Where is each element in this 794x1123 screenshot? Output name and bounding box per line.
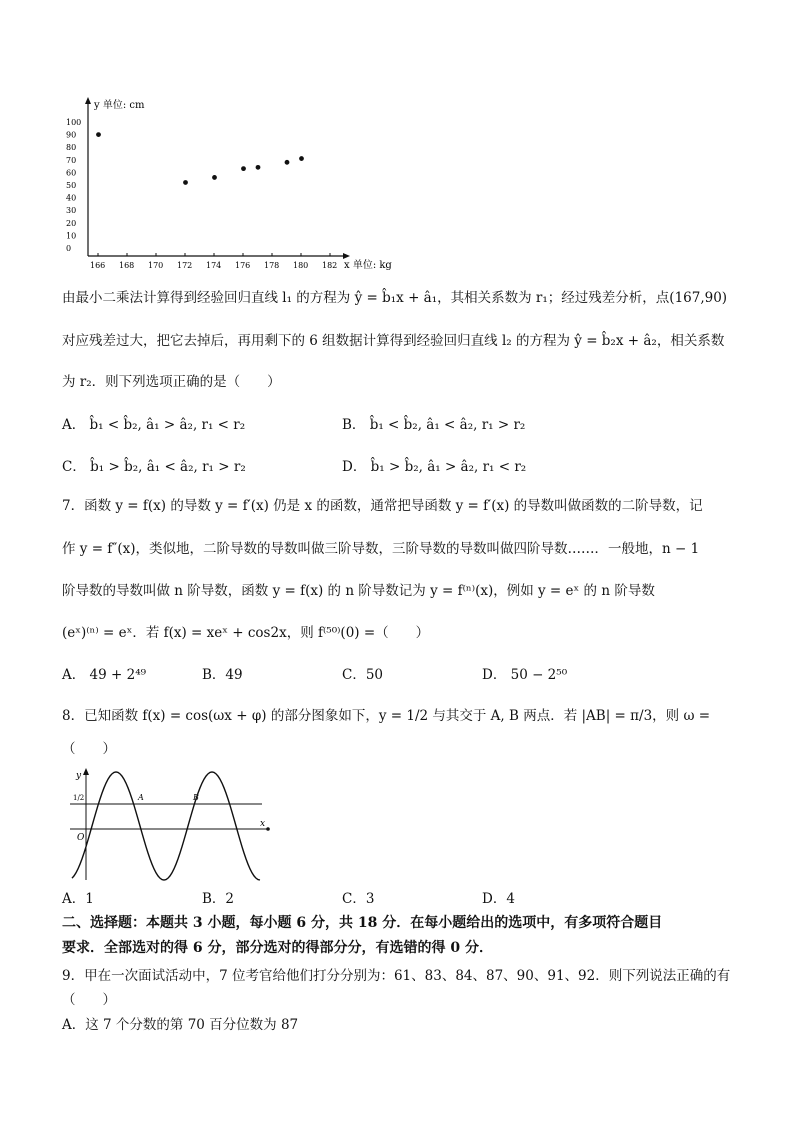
q6-option-b[interactable]: B． b̂₁ < b̂₂, â₁ < â₂, r₁ > r₂ — [342, 417, 526, 433]
x-tick-label: 172 — [177, 261, 193, 270]
q6-option-c[interactable]: C． b̂₁ > b̂₂, â₁ < â₂, r₁ > r₂ — [62, 459, 246, 475]
q6-option-d[interactable]: D． b̂₁ > b̂₂, â₁ > â₂, r₁ < r₂ — [342, 459, 527, 475]
x-tick-label: 166 — [90, 261, 106, 270]
scatter-point — [212, 175, 217, 180]
q7-line4: (eˣ)⁽ⁿ⁾ = eˣ．若 f(x) = xeˣ + cos2x，则 f⁽⁵⁰⁾(0) =（ ） — [62, 625, 430, 641]
x-tick-label: 180 — [293, 261, 309, 270]
q8-option-d[interactable]: D．4 — [482, 891, 515, 907]
x-tick-label: 168 — [119, 261, 135, 270]
q6-line3: 为 r₂．则下列选项正确的是（ ） — [62, 374, 281, 390]
graph-origin-label: O — [77, 833, 85, 843]
scatter-point — [285, 160, 290, 165]
q8-line2: （ ） — [62, 741, 116, 757]
q7-option-b[interactable]: B．49 — [202, 667, 243, 683]
point-a-label: A — [138, 793, 144, 802]
y-tick-label: 70 — [66, 155, 77, 165]
x-tick-label: 182 — [322, 261, 338, 270]
cosine-curve — [72, 772, 260, 880]
cosine-graph — [62, 762, 282, 884]
y-tick-label: 60 — [66, 168, 77, 178]
q7-line3: 阶导数的导数叫做 n 阶导数，函数 y = f(x) 的 n 阶导数记为 y = f⁽ⁿ⁾(x)，例如 y = eˣ 的 n 阶导数 — [62, 583, 655, 599]
scatter-point — [183, 180, 188, 185]
q8-option-a[interactable]: A．1 — [62, 891, 94, 907]
q6-line1: 由最小二乘法计算得到经验回归直线 l₁ 的方程为 ŷ = b̂₁x + â₁，其相关系数为 r₁；经过残差分析，点(167,90) — [62, 290, 728, 306]
y-tick-label: 50 — [66, 181, 77, 190]
graph-y-label: y — [76, 771, 82, 781]
scatter-plot — [60, 92, 405, 272]
q7-option-d[interactable]: D． 50 − 2⁵⁰ — [482, 667, 568, 683]
x-tick-label: 174 — [206, 261, 222, 270]
scatter-point — [241, 166, 246, 171]
graph-x-label: x — [260, 819, 266, 829]
scatter-point — [299, 156, 304, 161]
x-axis-label: x 单位: kg — [344, 260, 392, 271]
scatter-point — [256, 165, 261, 170]
x-tick-label: 176 — [235, 261, 251, 270]
q7-option-a[interactable]: A． 49 + 2⁴⁹ — [62, 667, 147, 683]
y-tick-label: 100 — [66, 118, 82, 127]
q8-option-b[interactable]: B．2 — [202, 891, 235, 907]
q6-option-a[interactable]: A． b̂₁ < b̂₂, â₁ > â₂, r₁ < r₂ — [62, 417, 246, 433]
y-axis-label: y 单位: cm — [94, 100, 145, 111]
y-tick-label: 20 — [66, 218, 77, 228]
y-tick-label: 30 — [66, 206, 77, 216]
q7-line2: 作 y = f″(x)，类似地，二阶导数的导数叫做三阶导数，三阶导数的导数叫做四阶导数……．一般地，n − 1 — [62, 541, 700, 557]
x-tick-label: 170 — [148, 261, 164, 270]
y-tick-label: 80 — [66, 143, 77, 153]
point-b-label: B — [193, 793, 199, 802]
y-tick-label: 0 — [66, 244, 72, 253]
section2-heading-line1: 二、选择题：本题共 3 小题，每小题 6 分，共 18 分．在每小题给出的选项中，有多项符合题目 — [62, 915, 663, 931]
graph-half-label: 1/2 — [73, 794, 85, 802]
q7-line1: 7．函数 y = f(x) 的导数 y = f′(x) 仍是 x 的函数，通常把导函数 y = f′(x) 的导数叫做函数的二阶导数，记 — [62, 498, 703, 514]
y-tick-label: 90 — [66, 130, 77, 140]
q9-option-a[interactable]: A．这 7 个分数的第 70 百分位数为 87 — [62, 1017, 299, 1033]
q9-line1: 9．甲在一次面试活动中，7 位考官给他们打分分别为：61、83、84、87、90、91、92．则下列说法正确的有 — [62, 968, 731, 984]
y-tick-label: 10 — [66, 231, 77, 241]
q8-option-c[interactable]: C．3 — [342, 891, 375, 907]
q7-option-c[interactable]: C．50 — [342, 667, 384, 683]
q8-line1: 8．已知函数 f(x) = cos(ωx + φ) 的部分图象如下，y = 1/2 与其交于 A, B 两点．若 |AB| = π/3，则 ω = — [62, 708, 711, 724]
section2-heading-line2: 要求．全部选对的得 6 分，部分选对的得部分分，有选错的得 0 分． — [62, 940, 493, 956]
scatter-point — [96, 132, 101, 137]
x-tick-label: 178 — [264, 261, 280, 270]
q6-line2: 对应残差过大，把它去掉后，再用剩下的 6 组数据计算得到经验回归直线 l₂ 的方程为 ŷ = b̂₂x + â₂，相关系数 — [62, 333, 725, 349]
q9-line2: （ ） — [62, 992, 116, 1008]
y-tick-label: 40 — [66, 193, 77, 203]
